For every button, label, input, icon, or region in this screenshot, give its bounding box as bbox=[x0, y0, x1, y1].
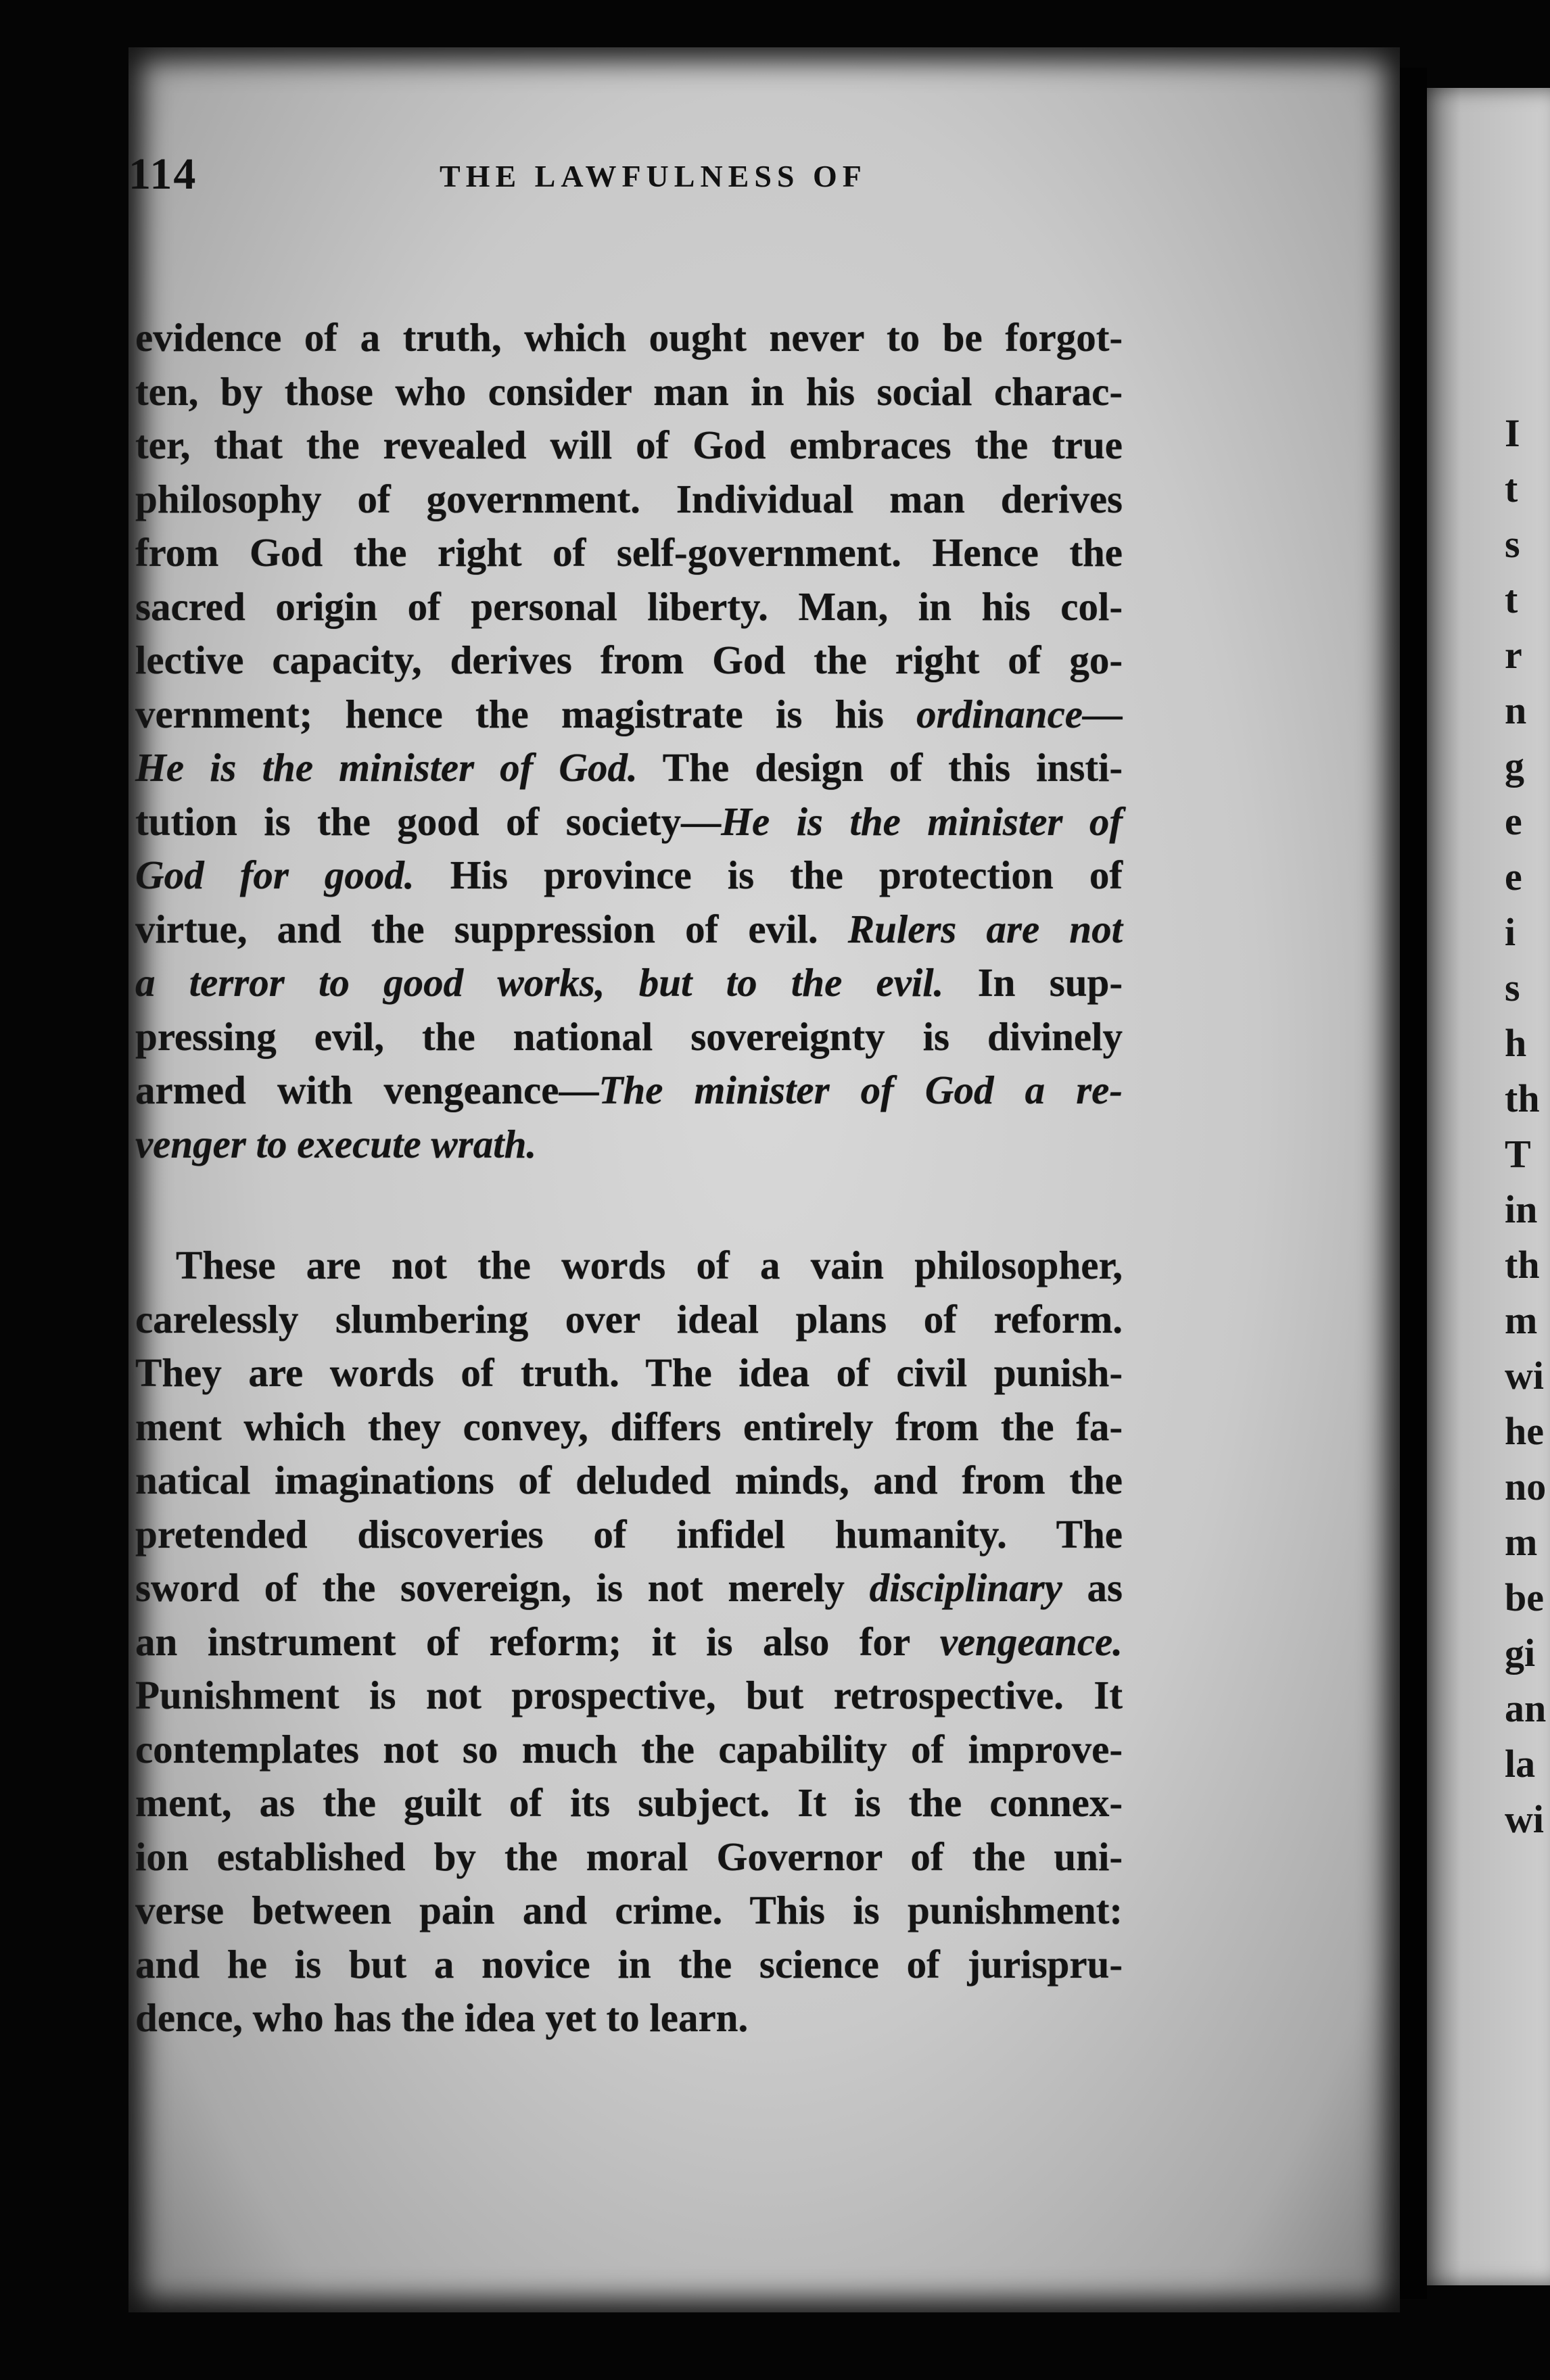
running-header bbox=[0, 149, 1550, 210]
text-run: as bbox=[1062, 1565, 1123, 1610]
italic-scripture-quote: disciplinary bbox=[869, 1565, 1062, 1610]
adjacent-page-fragment: s bbox=[1505, 522, 1520, 566]
page-body bbox=[135, 311, 1123, 2045]
text-run: sword of the sovereign, is not merely bbox=[135, 1565, 870, 1610]
adjacent-page-fragment: g bbox=[1505, 744, 1524, 788]
text-line bbox=[135, 741, 1123, 795]
italic-scripture-quote: ordinance— bbox=[916, 691, 1123, 736]
adjacent-page-fragment: T bbox=[1505, 1132, 1531, 1176]
text-line: Punishment is not prospective, but retrospective. It bbox=[135, 1673, 1123, 1717]
text-line bbox=[135, 849, 1123, 903]
adjacent-page-fragment: th bbox=[1505, 1243, 1540, 1287]
adjacent-page-fragment: m bbox=[1505, 1520, 1538, 1564]
adjacent-page-fragment: be bbox=[1505, 1575, 1544, 1619]
text-line bbox=[135, 1561, 1123, 1615]
text-run: vernment; hence the magistrate is his bbox=[135, 691, 917, 736]
running-title: THE LAWFULNESS OF bbox=[440, 159, 867, 193]
adjacent-page-fragment: in bbox=[1505, 1187, 1538, 1231]
paragraph-2 bbox=[135, 1239, 1123, 2045]
text-line: natical imaginations of deluded minds, and from the bbox=[135, 1458, 1123, 1502]
adjacent-page-fragment: th bbox=[1505, 1076, 1540, 1120]
text-run: In sup- bbox=[943, 960, 1123, 1005]
text-line: carelessly slumbering over ideal plans of reform. bbox=[135, 1296, 1123, 1341]
paragraph-1 bbox=[135, 311, 1123, 1171]
adjacent-page-fragment: i bbox=[1505, 910, 1516, 954]
text-line: contemplates not so much the capability of improve- bbox=[135, 1726, 1123, 1771]
text-run: His province is the protection of bbox=[414, 853, 1123, 897]
text-line: lective capacity, derives from God the right of go- bbox=[135, 638, 1123, 682]
text-line bbox=[135, 1118, 1123, 1172]
adjacent-page-text-fragments bbox=[1505, 406, 1546, 1847]
italic-scripture-quote: venger to execute wrath. bbox=[135, 1121, 537, 1166]
adjacent-page-fragment: e bbox=[1505, 799, 1522, 843]
adjacent-page-fragment: e bbox=[1505, 855, 1522, 899]
text-line: These are not the words of a vain philosopher, bbox=[176, 1243, 1123, 1287]
text-run: tution is the good of society— bbox=[135, 799, 722, 844]
adjacent-page-fragment: he bbox=[1505, 1409, 1544, 1453]
text-line: They are words of truth. The idea of civil punish- bbox=[135, 1350, 1123, 1395]
text-line: pretended discoveries of infidel humanity. The bbox=[135, 1511, 1123, 1556]
italic-scripture-quote: God for good. bbox=[135, 853, 415, 897]
adjacent-page-fragment: no bbox=[1505, 1465, 1547, 1508]
adjacent-page-fragment: n bbox=[1505, 688, 1527, 732]
text-line: pressing evil, the national sovereignty is divinely bbox=[135, 1014, 1123, 1059]
text-line: evidence of a truth, which ought never to be forgot- bbox=[135, 315, 1123, 360]
italic-scripture-quote: The minister of God a re- bbox=[598, 1068, 1123, 1112]
adjacent-page-fragment: la bbox=[1505, 1742, 1536, 1786]
text-line bbox=[135, 903, 1123, 957]
paragraph-break bbox=[135, 1171, 1123, 1239]
text-line bbox=[135, 795, 1123, 849]
text-line: dence, who has the idea yet to learn. bbox=[135, 1995, 749, 2040]
text-line: verse between pain and crime. This is punishment: bbox=[135, 1888, 1123, 1932]
text-line: ion established by the moral Governor of the uni- bbox=[135, 1834, 1123, 1879]
italic-scripture-quote: vengeance. bbox=[939, 1619, 1123, 1664]
text-run: virtue, and the suppression of evil. bbox=[135, 906, 848, 951]
text-line bbox=[135, 956, 1123, 1010]
text-line bbox=[135, 1064, 1123, 1118]
page-number: 114 bbox=[128, 149, 197, 199]
text-line: ment which they convey, differs entirely from the fa- bbox=[135, 1404, 1123, 1449]
adjacent-page-fragment: r bbox=[1505, 633, 1522, 677]
text-line: ten, by those who consider man in his social charac- bbox=[135, 368, 1123, 414]
adjacent-page-fragment: t bbox=[1505, 467, 1518, 510]
adjacent-page-fragment: m bbox=[1505, 1298, 1538, 1342]
text-line: ter, that the revealed will of God embraces the true bbox=[135, 423, 1123, 467]
adjacent-page-fragment: h bbox=[1505, 1021, 1527, 1065]
text-line: from God the right of self-government. Hence the bbox=[135, 530, 1123, 575]
adjacent-page-fragment: s bbox=[1505, 966, 1520, 1009]
text-line: and he is but a novice in the science of jurispru- bbox=[135, 1941, 1123, 1986]
italic-scripture-quote: Rulers are not bbox=[847, 906, 1123, 951]
text-run: The design of this insti- bbox=[637, 745, 1123, 790]
text-line: ment, as the guilt of its subject. It is the connex- bbox=[135, 1780, 1123, 1825]
adjacent-page-fragment: wi bbox=[1505, 1797, 1544, 1841]
adjacent-page-fragment: wi bbox=[1505, 1354, 1544, 1398]
adjacent-page-fragment: I bbox=[1505, 411, 1520, 455]
text-run: armed with vengeance— bbox=[135, 1068, 599, 1112]
text-line bbox=[135, 1615, 1123, 1669]
italic-scripture-quote: He is the minister of bbox=[721, 799, 1123, 844]
adjacent-page-fragment: gi bbox=[1505, 1631, 1536, 1675]
italic-scripture-quote: He is the minister of God. bbox=[135, 745, 638, 790]
text-line bbox=[135, 688, 1123, 742]
text-run: an instrument of reform; it is also for bbox=[135, 1619, 940, 1664]
text-line: philosophy of government. Individual man derives bbox=[135, 476, 1123, 521]
adjacent-page-fragment: an bbox=[1505, 1686, 1547, 1730]
italic-scripture-quote: a terror to good works, but to the evil. bbox=[135, 960, 944, 1005]
text-line: sacred origin of personal liberty. Man, in his col- bbox=[135, 584, 1123, 629]
adjacent-page-fragment: t bbox=[1505, 577, 1518, 621]
